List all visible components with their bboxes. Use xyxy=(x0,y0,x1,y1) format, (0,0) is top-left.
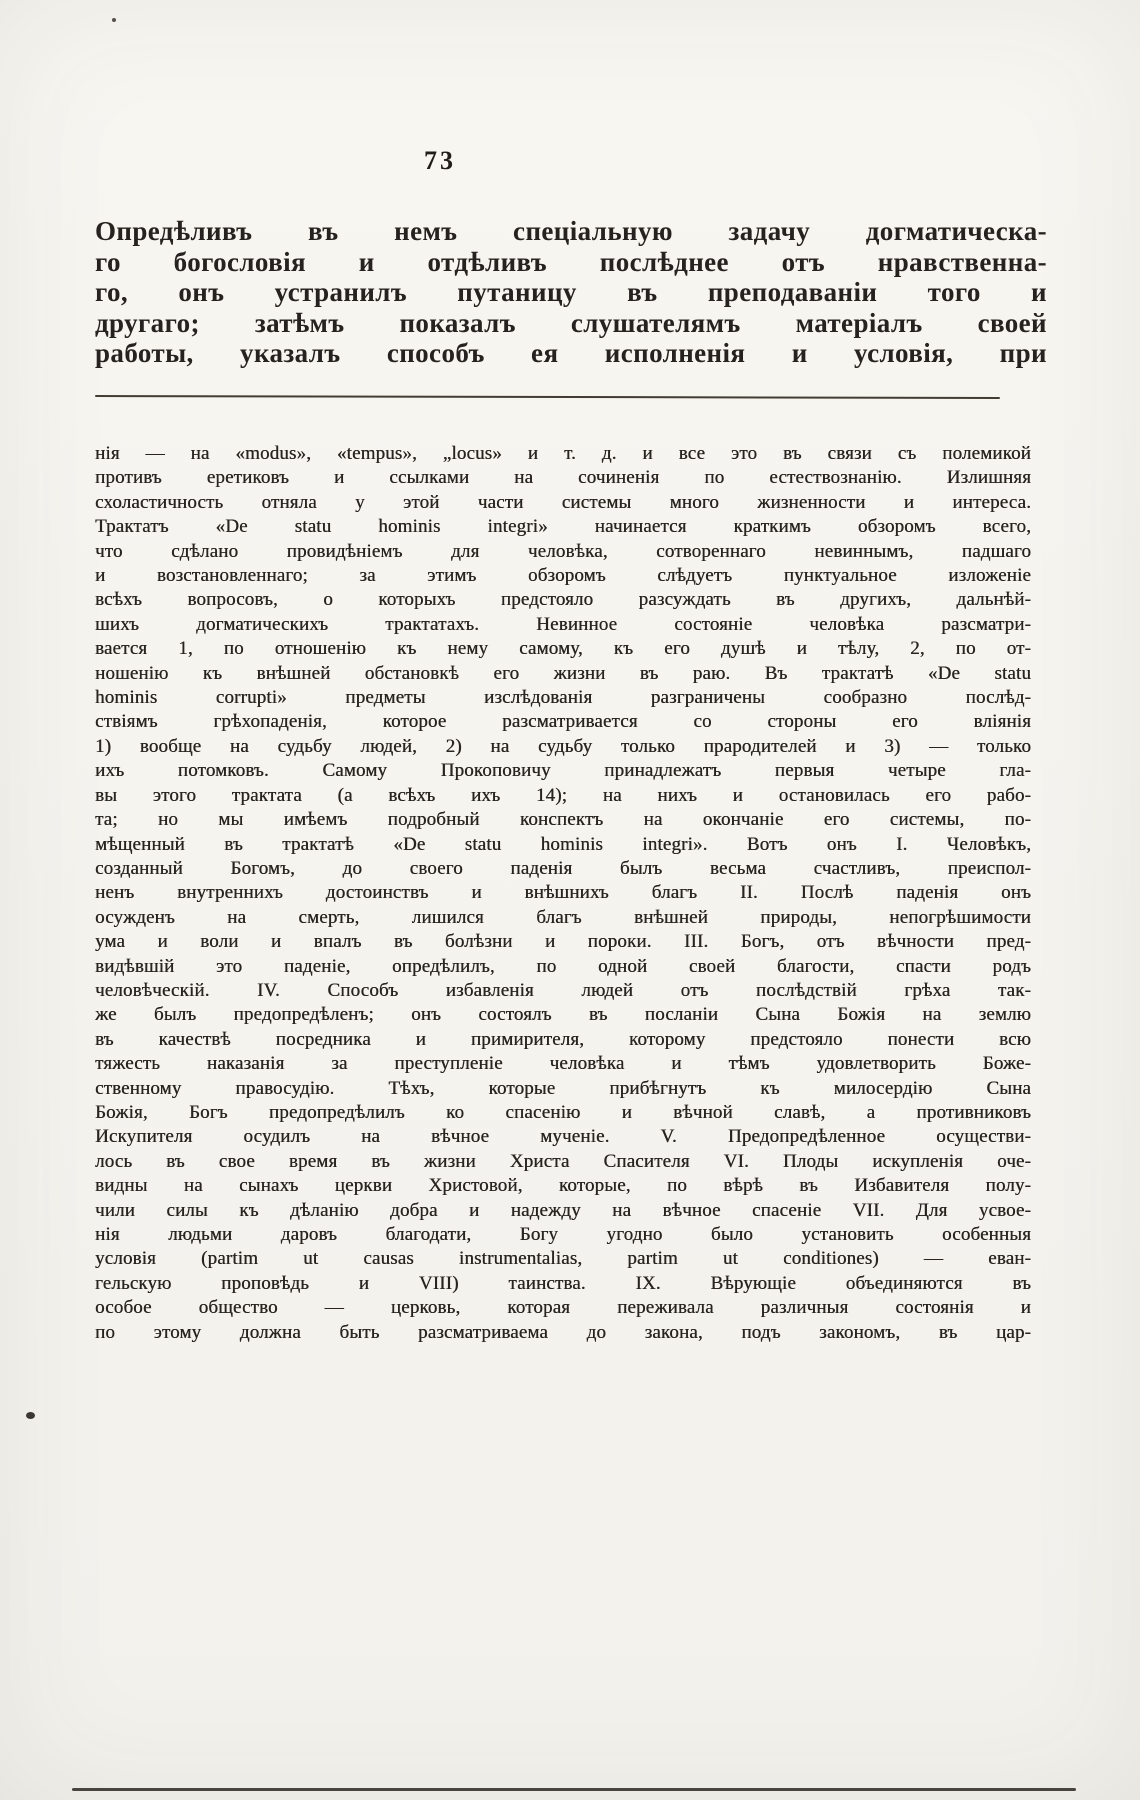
text-line: что сдѣлано провидѣніемъ для человѣка, сотвореннаго невиннымъ, падшаго xyxy=(95,540,1031,562)
text-line: созданный Богомъ, до своего паденія былъ весьма счастливъ, преиспол- xyxy=(95,857,1031,879)
text-line: ственному правосудію. Тѣхъ, которые прибѣгнутъ къ милосердію Сына xyxy=(95,1077,1031,1099)
text-line: чили силы къ дѣланію добра и надежду на вѣчное спасеніе VII. Для усвое- xyxy=(95,1199,1031,1221)
section-divider-rule xyxy=(95,395,1000,399)
text-line: видѣвшій это паденіе, опредѣлилъ, по одной своей благости, спасти родъ xyxy=(95,955,1031,977)
text-line: всѣхъ вопросовъ, о которыхъ предстояло разсуждать въ другихъ, дальнѣй- xyxy=(95,589,1031,611)
text-line: та; но мы имѣемъ подробный конспектъ на окончаніе его системы, по- xyxy=(95,809,1031,831)
text-line: видны на сынахъ церкви Христовой, которые, по вѣрѣ въ Избавителя полу- xyxy=(95,1175,1031,1197)
text-line: Искупителя осудилъ на вѣчное мученіе. V. Предопредѣленное осуществи- xyxy=(95,1126,1031,1148)
text-line: вы этого трактата (а всѣхъ ихъ 14); на нихъ и остановилась его рабо- xyxy=(95,784,1031,806)
text-line: схоластичность отняла у этой части системы много жизненности и интереса. xyxy=(95,491,1031,513)
text-line: гельскую проповѣдь и VIII) таинства. IX. Вѣрующіе объединяются въ xyxy=(95,1272,1031,1294)
text-line: лось въ свое время въ жизни Христа Спасителя VI. Плоды искупленія оче- xyxy=(95,1150,1031,1172)
text-line: тяжесть наказанія за преступленіе человѣка и тѣмъ удовлетворить Боже- xyxy=(95,1053,1031,1075)
text-line: въ качествѣ посредника и примирителя, которому предстояло понести всю xyxy=(95,1028,1031,1050)
text-line: Опредѣливъ въ немъ спеціальную задачу догматическа- xyxy=(95,216,1047,246)
body-paragraph xyxy=(95,442,1031,1345)
text-line: человѣческій. IV. Способъ избавленія людей отъ послѣдствій грѣха так- xyxy=(95,979,1031,1001)
text-line: осужденъ на смерть, лишился благъ внѣшней природы, непогрѣшимости xyxy=(95,906,1031,928)
text-line: и возстановленнаго; за этимъ обзоромъ слѣдуетъ пунктуальное изложеніе xyxy=(95,565,1031,587)
text-line: ношенію къ внѣшней обстановкѣ его жизни въ раю. Въ трактатѣ «De statu xyxy=(95,662,1031,684)
text-line: ихъ потомковъ. Самому Прокоповичу принадлежатъ первыя четыре гла- xyxy=(95,760,1031,782)
text-line: нія людьми даровъ благодати, Богу угодно было установить особенныя xyxy=(95,1224,1031,1245)
scan-artifact-speck xyxy=(112,18,116,22)
scan-edge-line xyxy=(72,1788,1076,1791)
scan-artifact-margin-dot xyxy=(26,1412,35,1419)
text-line: 1) вообще на судьбу людей, 2) на судьбу только прародителей и 3) — только xyxy=(95,735,1031,757)
text-line: вается 1, по отношенію къ нему самому, къ его душѣ и тѣлу, 2, по от- xyxy=(95,638,1031,660)
text-line: по этому должна быть разсматриваема до закона, подъ закономъ, въ цар- xyxy=(95,1321,1031,1343)
text-line: ненъ внутреннихъ достоинствъ и внѣшнихъ благъ II. Послѣ паденія онъ xyxy=(95,882,1031,904)
text-line: другаго; затѣмъ показалъ слушателямъ матеріалъ своей xyxy=(95,307,1047,338)
lead-paragraph xyxy=(95,216,1047,369)
text-line: нія — на «modus», «tempus», „locus» и т. д. и все это въ связи съ полемикой xyxy=(95,443,1031,464)
text-line: hominis corrupti» предметы изслѣдованія разграничены сообразно послѣд- xyxy=(95,687,1031,709)
text-line: го богословія и отдѣливъ послѣднее отъ нравственна- xyxy=(95,246,1047,277)
text-line: же былъ предопредѣленъ; онъ состоялъ въ посланіи Сына Божія на землю xyxy=(95,1004,1031,1026)
text-line: го, онъ устранилъ путаницу въ преподаваніи того и xyxy=(95,277,1047,308)
text-line: особое общество — церковь, которая переживала различныя состоянія и xyxy=(95,1297,1031,1319)
text-line: шихъ догматическихъ трактатахъ. Невинное состояніе человѣка разсматри- xyxy=(95,613,1031,635)
text-line: Божія, Богъ предопредѣлилъ ко спасенію и вѣчной славѣ, а противниковъ xyxy=(95,1101,1031,1123)
text-line: мѣщенный въ трактатѣ «De statu hominis integri». Вотъ онъ I. Человѣкъ, xyxy=(95,833,1031,855)
text-line: условія (partim ut causas instrumentalias, partim ut conditiones) — еван- xyxy=(95,1248,1031,1270)
text-line: ствіямъ грѣхопаденія, которое разсматривается со стороны его вліянія xyxy=(95,711,1031,733)
text-line: Трактатъ «De statu hominis integri» начинается краткимъ обзоромъ всего, xyxy=(95,516,1031,538)
page-number: 73 xyxy=(424,146,456,175)
text-line: ума и воли и впалъ въ болѣзни и пороки. III. Богъ, отъ вѣчности пред- xyxy=(95,931,1031,953)
text-line: работы, указалъ способъ ея исполненія и условія, при xyxy=(95,338,1047,369)
text-line: противъ еретиковъ и ссылками на сочиненія по естествознанію. Излишняя xyxy=(95,467,1031,489)
